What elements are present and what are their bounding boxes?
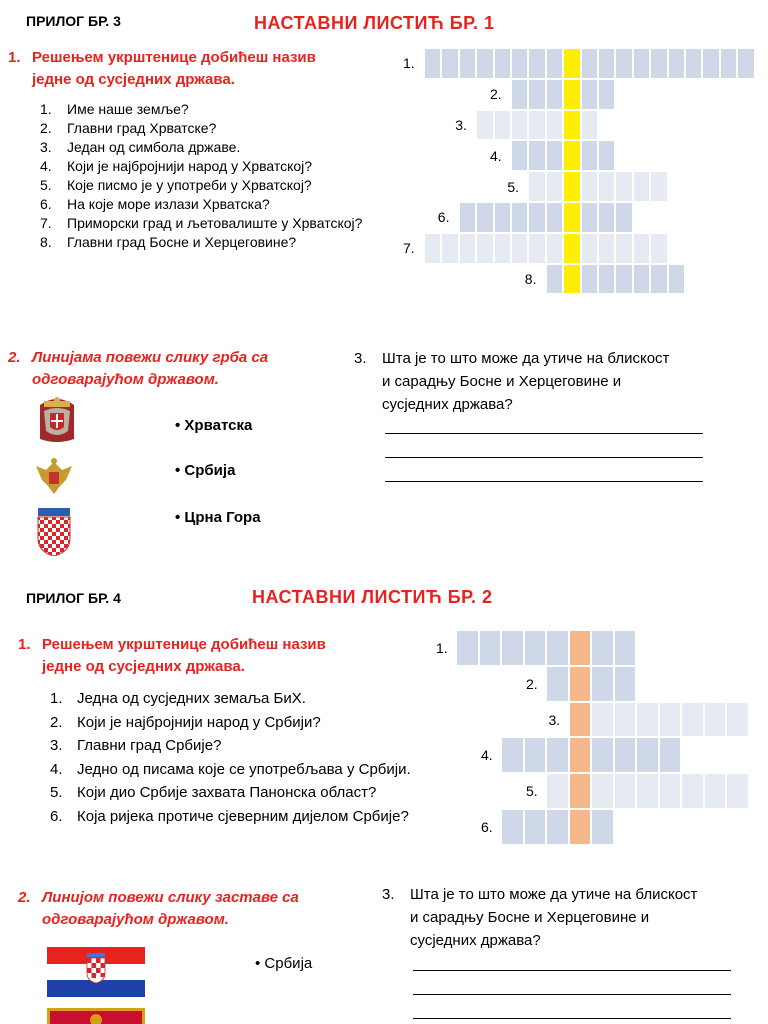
crossword-cell[interactable] [563, 233, 580, 264]
crossword-cell[interactable] [737, 48, 754, 79]
crossword-cell[interactable] [615, 264, 632, 295]
crossword-cell[interactable] [494, 48, 511, 79]
crossword-cell[interactable] [569, 666, 592, 702]
country-option-serbia: • Србија [175, 462, 236, 479]
sheet1-task2-line2: одговарајућом државом. [32, 371, 219, 388]
crossword-cell[interactable] [546, 233, 563, 264]
sheet2-prilog-label: ПРИЛОГ БР. 4 [26, 590, 121, 606]
crossword-cell[interactable] [650, 233, 667, 264]
crossword-cell[interactable] [668, 48, 685, 79]
sheet1-prilog-label: ПРИЛОГ БР. 3 [26, 13, 121, 29]
crossword-cell[interactable] [441, 48, 458, 79]
crossword-row-label: 3. [455, 117, 467, 133]
crossword-row-label: 7. [403, 240, 415, 257]
sheet1-task2-heading [8, 347, 268, 391]
crossword-cell[interactable] [581, 140, 598, 171]
crossword-cell[interactable] [726, 702, 749, 738]
crossword-cell[interactable] [598, 171, 615, 202]
question-number: 4. [50, 760, 63, 778]
crossword-row-label: 6. [481, 818, 493, 835]
question-text: Приморски град и љетовалиште у Хрватској? [67, 215, 363, 231]
crossword-cell[interactable] [598, 140, 615, 171]
crossword-cell[interactable] [501, 630, 524, 666]
crossword-cell[interactable] [546, 202, 563, 233]
crossword-cell[interactable] [636, 702, 659, 738]
sheet1-task1-heading [8, 47, 316, 91]
crossword-cell[interactable] [546, 79, 563, 110]
sheet2-question-3 [50, 734, 411, 758]
crossword-cell[interactable] [615, 48, 632, 79]
crossword-cell[interactable] [563, 79, 580, 110]
crossword-cell[interactable] [659, 773, 682, 809]
crossword-cell[interactable] [459, 202, 476, 233]
crossword-cell[interactable] [424, 233, 441, 264]
crossword-cell[interactable] [546, 773, 569, 809]
crossword-cell[interactable] [528, 79, 545, 110]
crossword-cell[interactable] [598, 79, 615, 110]
question-text: Главни град Хрватске? [67, 120, 217, 136]
crossword-cell[interactable] [636, 773, 659, 809]
crossword-cell[interactable] [528, 171, 545, 202]
crossword-cell[interactable] [494, 233, 511, 264]
crossword-cell[interactable] [598, 233, 615, 264]
question-text: Који дио Србије захвата Панонска област? [77, 784, 377, 802]
question-number: 7. [40, 215, 52, 231]
crossword-cell[interactable] [524, 630, 547, 666]
crossword-cell[interactable] [511, 48, 528, 79]
crossword-cell[interactable] [633, 48, 650, 79]
crossword-cell[interactable] [720, 48, 737, 79]
question-text: Једна од сусједних земаља БиХ. [77, 690, 306, 707]
crossword-cell[interactable] [614, 773, 637, 809]
sheet1-question-2 [40, 119, 362, 138]
sheet1-task2-number: 2. [8, 349, 21, 366]
crossword-cell[interactable] [704, 702, 727, 738]
crossword-cell[interactable] [591, 630, 614, 666]
question-number: 3. [40, 139, 52, 155]
sheet2-task1-line1: Решењем укрштенице добићеш назив [42, 636, 326, 653]
question-number: 2. [50, 713, 63, 731]
crossword-row-label: 1. [436, 639, 448, 656]
crossword-cell[interactable] [581, 48, 598, 79]
crossword-cell[interactable] [581, 233, 598, 264]
croatia-flag-icon [47, 947, 145, 997]
crossword-cell[interactable] [546, 110, 563, 141]
crossword-row-label: 4. [481, 747, 493, 764]
question-number: 3. [50, 737, 63, 755]
crossword-cell[interactable] [569, 773, 592, 809]
crossword-cell[interactable] [563, 264, 580, 295]
crossword-cell[interactable] [581, 110, 598, 141]
question-text: Које писмо је у употреби у Хрватској? [67, 177, 312, 193]
sheet1-question-1 [40, 100, 362, 119]
crossword-cell[interactable] [650, 171, 667, 202]
crossword-cell[interactable] [614, 702, 637, 738]
sheet2-question-4 [50, 758, 411, 782]
crossword-cell[interactable] [528, 140, 545, 171]
crossword-cell[interactable] [524, 737, 547, 773]
sheet1-task1-line1: Решењем укрштенице добићеш назив [32, 49, 316, 66]
crossword-cell[interactable] [569, 737, 592, 773]
croatia-coat-of-arms-icon [36, 508, 72, 556]
sheet1-task3-number: 3. [354, 350, 367, 367]
crossword-cell[interactable] [563, 48, 580, 79]
crossword-cell[interactable] [726, 773, 749, 809]
sheet1-task3 [354, 347, 669, 416]
sheet1-title: НАСТАВНИ ЛИСТИЋ БР. 1 [254, 13, 495, 33]
question-text: Који је најбројнији народ у Србији? [77, 713, 321, 731]
crossword-cell[interactable] [633, 264, 650, 295]
crossword-cell[interactable] [524, 809, 547, 845]
sheet1-task1-line2: једне од сусједних држава. [32, 71, 235, 88]
crossword-cell[interactable] [598, 202, 615, 233]
answer-line[interactable] [413, 1018, 731, 1019]
crossword-cell[interactable] [563, 202, 580, 233]
crossword-cell[interactable] [614, 630, 637, 666]
crossword-cell[interactable] [591, 666, 614, 702]
crossword-cell[interactable] [614, 737, 637, 773]
crossword-cell[interactable] [659, 702, 682, 738]
crossword-cell[interactable] [681, 773, 704, 809]
crossword-cell[interactable] [615, 233, 632, 264]
question-number: 1. [50, 690, 63, 707]
sheet1-task3-line1: Шта је то што може да утиче на блискост [382, 350, 670, 367]
crossword-row-label: 8. [524, 271, 537, 287]
crossword-cell[interactable] [528, 48, 545, 79]
crossword-cell[interactable] [581, 264, 598, 295]
crossword-cell[interactable] [598, 48, 615, 79]
sheet2-task1-number: 1. [18, 636, 31, 653]
question-number: 1. [40, 101, 52, 117]
sheet1-task1-number: 1. [8, 49, 21, 66]
crossword-cell[interactable] [546, 666, 569, 702]
crossword-cell[interactable] [614, 666, 637, 702]
sheet2-question-2 [50, 711, 411, 735]
crossword-cell[interactable] [659, 737, 682, 773]
sheet1-task3-line2: и сарадњу Босне и Херцеговине и [382, 373, 622, 390]
question-number: 6. [40, 196, 52, 212]
sheet2-task2-line2: одговарајућом државом. [42, 911, 229, 928]
crossword-cell[interactable] [459, 48, 476, 79]
crossword-row-label: 2. [490, 86, 502, 103]
country-option-croatia: • Хрватска [175, 417, 253, 434]
question-number: 6. [50, 807, 63, 825]
sheet2-title: НАСТАВНИ ЛИСТИЋ БР. 2 [252, 587, 493, 607]
crossword-row-label: 1. [403, 55, 415, 72]
question-text: На које море излази Хрватска? [67, 196, 270, 212]
crossword-cell[interactable] [581, 79, 598, 110]
answer-line[interactable] [385, 457, 703, 458]
crossword-cell[interactable] [633, 233, 650, 264]
crossword-cell[interactable] [546, 264, 563, 295]
crossword-row-label: 5. [526, 783, 538, 800]
crossword-cell[interactable] [494, 110, 511, 141]
crossword-cell[interactable] [598, 264, 615, 295]
crossword-cell[interactable] [511, 110, 528, 141]
answer-line[interactable] [385, 433, 703, 434]
crossword-row-label: 6. [437, 209, 450, 226]
question-text: Главни град Србије? [77, 737, 222, 755]
crossword-cell[interactable] [563, 171, 580, 202]
crossword-cell[interactable] [615, 171, 632, 202]
crossword-cell[interactable] [456, 630, 479, 666]
question-text: Име наше земље? [67, 101, 189, 117]
crossword-cell[interactable] [581, 171, 598, 202]
crossword-cell[interactable] [704, 773, 727, 809]
sheet2-task1-heading [18, 634, 326, 678]
crossword-cell[interactable] [569, 809, 592, 845]
crossword-cell[interactable] [563, 140, 580, 171]
question-number: 5. [50, 784, 63, 802]
sheet1-question-7 [40, 214, 362, 233]
crossword-cell[interactable] [591, 773, 614, 809]
sheet2-task2-number: 2. [18, 889, 31, 906]
crossword-cell[interactable] [546, 809, 569, 845]
crossword-cell[interactable] [591, 809, 614, 845]
sheet1-question-3 [40, 138, 362, 157]
crossword-cell[interactable] [569, 702, 592, 738]
sheet2-question-list [50, 687, 411, 829]
crossword-row-label: 3. [548, 711, 561, 728]
crossword-cell[interactable] [424, 48, 441, 79]
crossword-cell[interactable] [546, 737, 569, 773]
sheet2-task3-line3: сусједних држава? [410, 932, 541, 949]
country-option-montenegro: • Црна Гора [175, 509, 261, 526]
crossword-row-label: 5. [507, 178, 520, 195]
crossword-cell[interactable] [702, 48, 719, 79]
crossword-cell[interactable] [501, 737, 524, 773]
montenegro-flag-icon [47, 1008, 145, 1024]
crossword-cell[interactable] [650, 264, 667, 295]
sheet2-question-1 [50, 687, 411, 711]
crossword-cell[interactable] [441, 233, 458, 264]
crossword-cell[interactable] [494, 202, 511, 233]
crossword-cell[interactable] [459, 233, 476, 264]
question-text: Која ријека протиче сјеверним дијелом Србије? [77, 807, 409, 825]
question-number: 8. [40, 234, 52, 250]
crossword-cell[interactable] [636, 737, 659, 773]
sheet2-task3-number: 3. [382, 886, 395, 903]
sheet1-question-list [40, 100, 362, 252]
question-text: Главни град Босне и Херцеговине? [67, 234, 297, 250]
crossword-cell[interactable] [668, 264, 685, 295]
crossword-row-label: 2. [526, 675, 538, 692]
crossword-cell[interactable] [546, 140, 563, 171]
crossword-cell[interactable] [591, 737, 614, 773]
crossword-cell[interactable] [511, 233, 528, 264]
question-text: Једно од писама које се употребљава у Србији. [77, 760, 411, 778]
crossword-cell[interactable] [563, 110, 580, 141]
sheet2-question-5 [50, 781, 411, 805]
sheet2-task2-line1: Линијом повежи слику заставе са [42, 889, 299, 906]
sheet2-task3-line1: Шта је то што може да утиче на блискост [410, 886, 698, 903]
question-number: 4. [40, 158, 52, 174]
question-number: 2. [40, 120, 52, 136]
crossword-cell[interactable] [476, 202, 493, 233]
crossword-cell[interactable] [650, 48, 667, 79]
crossword-cell[interactable] [511, 140, 528, 171]
sheet2-task3 [382, 883, 697, 952]
sheet1-question-4 [40, 157, 362, 176]
sheet1-task2-line1: Линијама повежи слику грба са [32, 349, 269, 366]
crossword-cell[interactable] [476, 48, 493, 79]
crossword-cell[interactable] [615, 202, 632, 233]
sheet2-task1-line2: једне од сусједних држава. [42, 658, 245, 675]
crossword-cell[interactable] [581, 202, 598, 233]
crossword-cell[interactable] [479, 630, 502, 666]
country-option-serbia-2: • Србија [255, 955, 313, 972]
sheet2-task3-line2: и сарадњу Босне и Херцеговине и [410, 909, 650, 926]
crossword-cell[interactable] [546, 171, 563, 202]
answer-line[interactable] [385, 481, 703, 482]
sheet1-question-8 [40, 233, 362, 252]
crossword-cell[interactable] [685, 48, 702, 79]
crossword-cell[interactable] [528, 233, 545, 264]
crossword-cell[interactable] [546, 48, 563, 79]
crossword-cell[interactable] [511, 202, 528, 233]
sheet1-question-6 [40, 195, 362, 214]
crossword-cell[interactable] [528, 202, 545, 233]
sheet1-task3-line3: сусједних држава? [382, 396, 513, 413]
crossword-cell[interactable] [569, 630, 592, 666]
crossword-cell[interactable] [476, 110, 493, 141]
crossword-cell[interactable] [633, 171, 650, 202]
sheet1-question-5 [40, 176, 362, 195]
answer-line[interactable] [413, 994, 731, 995]
crossword-cell[interactable] [476, 233, 493, 264]
crossword-cell[interactable] [501, 809, 524, 845]
serbia-coat-of-arms-icon [34, 395, 80, 445]
answer-line[interactable] [413, 970, 731, 971]
montenegro-coat-of-arms-icon [34, 456, 74, 498]
question-number: 5. [40, 177, 52, 193]
crossword-row-label: 4. [490, 147, 502, 164]
question-text: Који је најбројнији народ у Хрватској? [67, 158, 313, 174]
crossword-cell[interactable] [681, 702, 704, 738]
question-text: Један од симбола државе. [67, 139, 241, 155]
sheet2-task2-heading [18, 887, 299, 931]
crossword-cell[interactable] [546, 630, 569, 666]
crossword-cell[interactable] [528, 110, 545, 141]
crossword-cell[interactable] [591, 702, 614, 738]
sheet2-question-6 [50, 805, 411, 829]
crossword-cell[interactable] [511, 79, 528, 110]
